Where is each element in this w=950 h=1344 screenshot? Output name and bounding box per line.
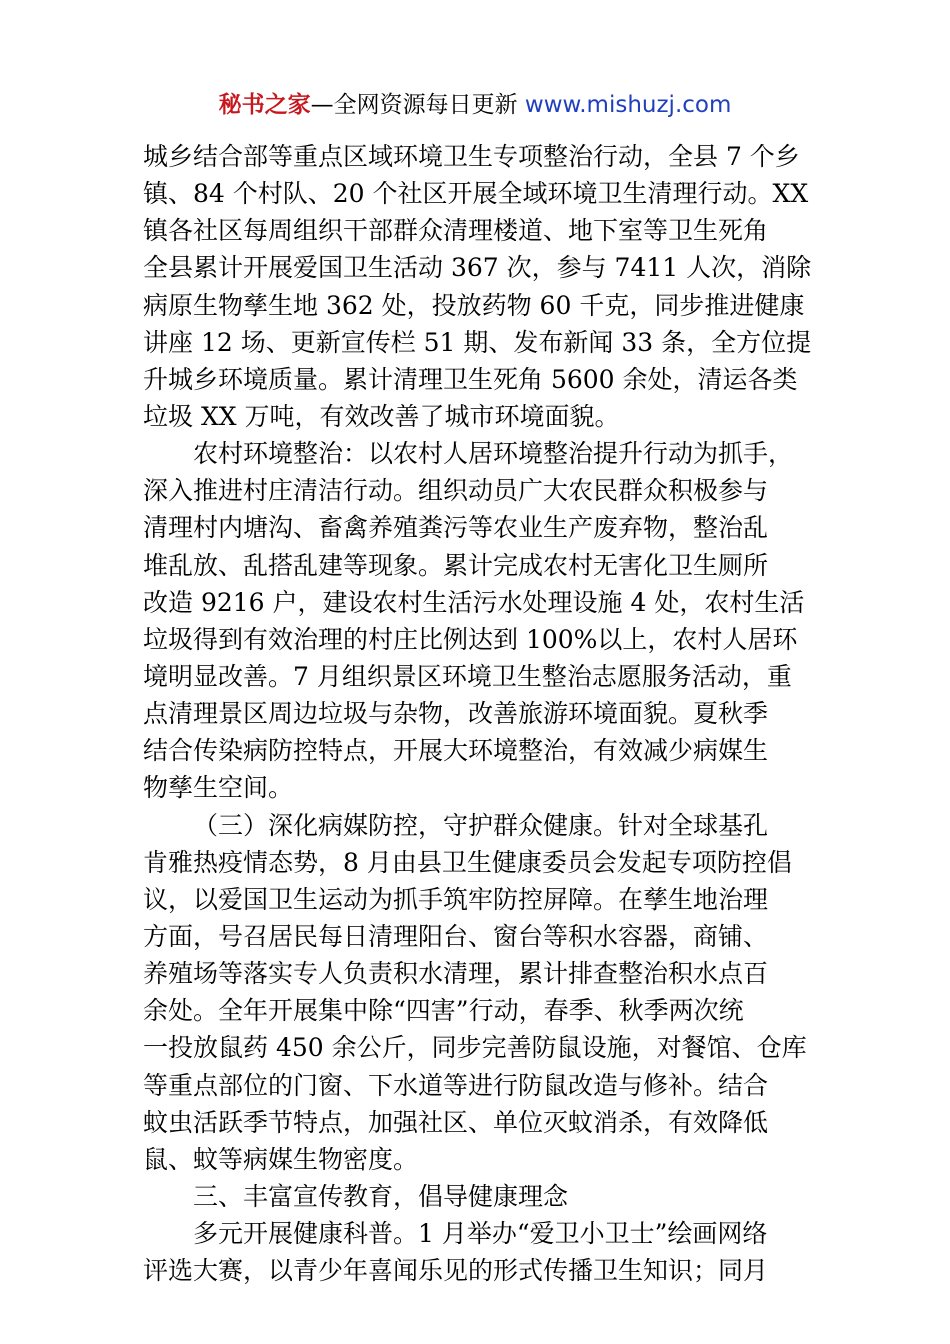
paragraph-line: 余处。全年开展集中除“四害”行动，春季、秋季两次统 <box>143 996 744 1026</box>
paragraph-line: 点清理景区周边垃圾与杂物，改善旅游环境面貌。夏秋季 <box>143 699 769 729</box>
paragraph-line: 垃圾得到有效治理的村庄比例达到 100%以上，农村人居环 <box>143 624 798 654</box>
paragraph-line: 农村环境整治：以农村人居环境整治提升行动为抓手， <box>193 439 794 469</box>
paragraph-line: 多元开展健康科普。1 月举办“爱卫小卫士”绘画网络 <box>193 1219 768 1249</box>
paragraph-line: 鼠、蚊等病媒生物密度。 <box>143 1144 419 1174</box>
paragraph-line: 垃圾 XX 万吨，有效改善了城市环境面貌。 <box>143 401 620 431</box>
paragraph-line: 蚊虫活跃季节特点，加强社区、单位灭蚊消杀，有效降低 <box>143 1107 769 1137</box>
site-header <box>0 88 950 122</box>
paragraph-line: 物孳生空间。 <box>143 773 294 803</box>
paragraph-line: （三）深化病媒防控，守护群众健康。针对全球基孔 <box>193 810 769 840</box>
paragraph-line: 讲座 12 场、更新宣传栏 51 期、发布新闻 33 条，全方位提 <box>143 327 811 357</box>
paragraph-line: 肯雅热疫情态势，8 月由县卫生健康委员会发起专项防控倡 <box>143 847 792 877</box>
site-tagline: —全网资源每日更新 <box>310 92 525 118</box>
paragraph-line: 城乡结合部等重点区域环境卫生专项整治行动，全县 7 个乡 <box>143 142 800 171</box>
paragraph-line: 议，以爱国卫生运动为抓手筑牢防控屏障。在孳生地治理 <box>143 884 769 914</box>
paragraph-line: 堆乱放、乱搭乱建等现象。累计完成农村无害化卫生厕所 <box>143 550 769 580</box>
document-body <box>143 138 811 1289</box>
site-url-link[interactable]: www.mishuzj.com <box>524 92 732 118</box>
paragraph-line: 一投放鼠药 450 余公斤，同步完善防鼠设施，对餐馆、仓库 <box>143 1033 807 1063</box>
paragraph-line: 境明显改善。7 月组织景区环境卫生整治志愿服务活动，重 <box>143 661 792 691</box>
site-brand: 秘书之家 <box>218 92 311 118</box>
paragraph-line: 清理村内塘沟、畜禽养殖粪污等农业生产废弃物，整治乱 <box>143 513 769 543</box>
paragraph-line: 评选大赛，以青少年喜闻乐见的形式传播卫生知识；同月 <box>143 1256 769 1286</box>
paragraph-line: 深入推进村庄清洁行动。组织动员广大农民群众积极参与 <box>143 476 769 506</box>
paragraph-line: 全县累计开展爱国卫生活动 367 次，参与 7411 人次，消除 <box>143 253 811 283</box>
paragraph-line: 镇各社区每周组织干部群众清理楼道、地下室等卫生死角 <box>143 216 769 246</box>
paragraph-line: 等重点部位的门窗、下水道等进行防鼠改造与修补。结合 <box>143 1070 769 1100</box>
paragraph-line: 升城乡环境质量。累计清理卫生死角 5600 余处，清运各类 <box>143 364 798 394</box>
paragraph-line: 病原生物孳生地 362 处，投放药物 60 千克，同步推进健康 <box>143 290 805 320</box>
paragraph-line: 结合传染病防控特点，开展大环境整治，有效减少病媒生 <box>143 736 769 766</box>
paragraph-line: 镇、84 个村队、20 个社区开展全域环境卫生清理行动。XX <box>143 179 809 209</box>
paragraph-line: 改造 9216 户，建设农村生活污水处理设施 4 处，农村生活 <box>143 587 805 617</box>
paragraph-line: 养殖场等落实专人负责积水清理，累计排查整治积水点百 <box>143 959 769 989</box>
paragraph-line: 方面，号召居民每日清理阳台、窗台等积水容器，商铺、 <box>143 921 769 951</box>
section-heading: 三、丰富宣传教育，倡导健康理念 <box>193 1181 569 1211</box>
